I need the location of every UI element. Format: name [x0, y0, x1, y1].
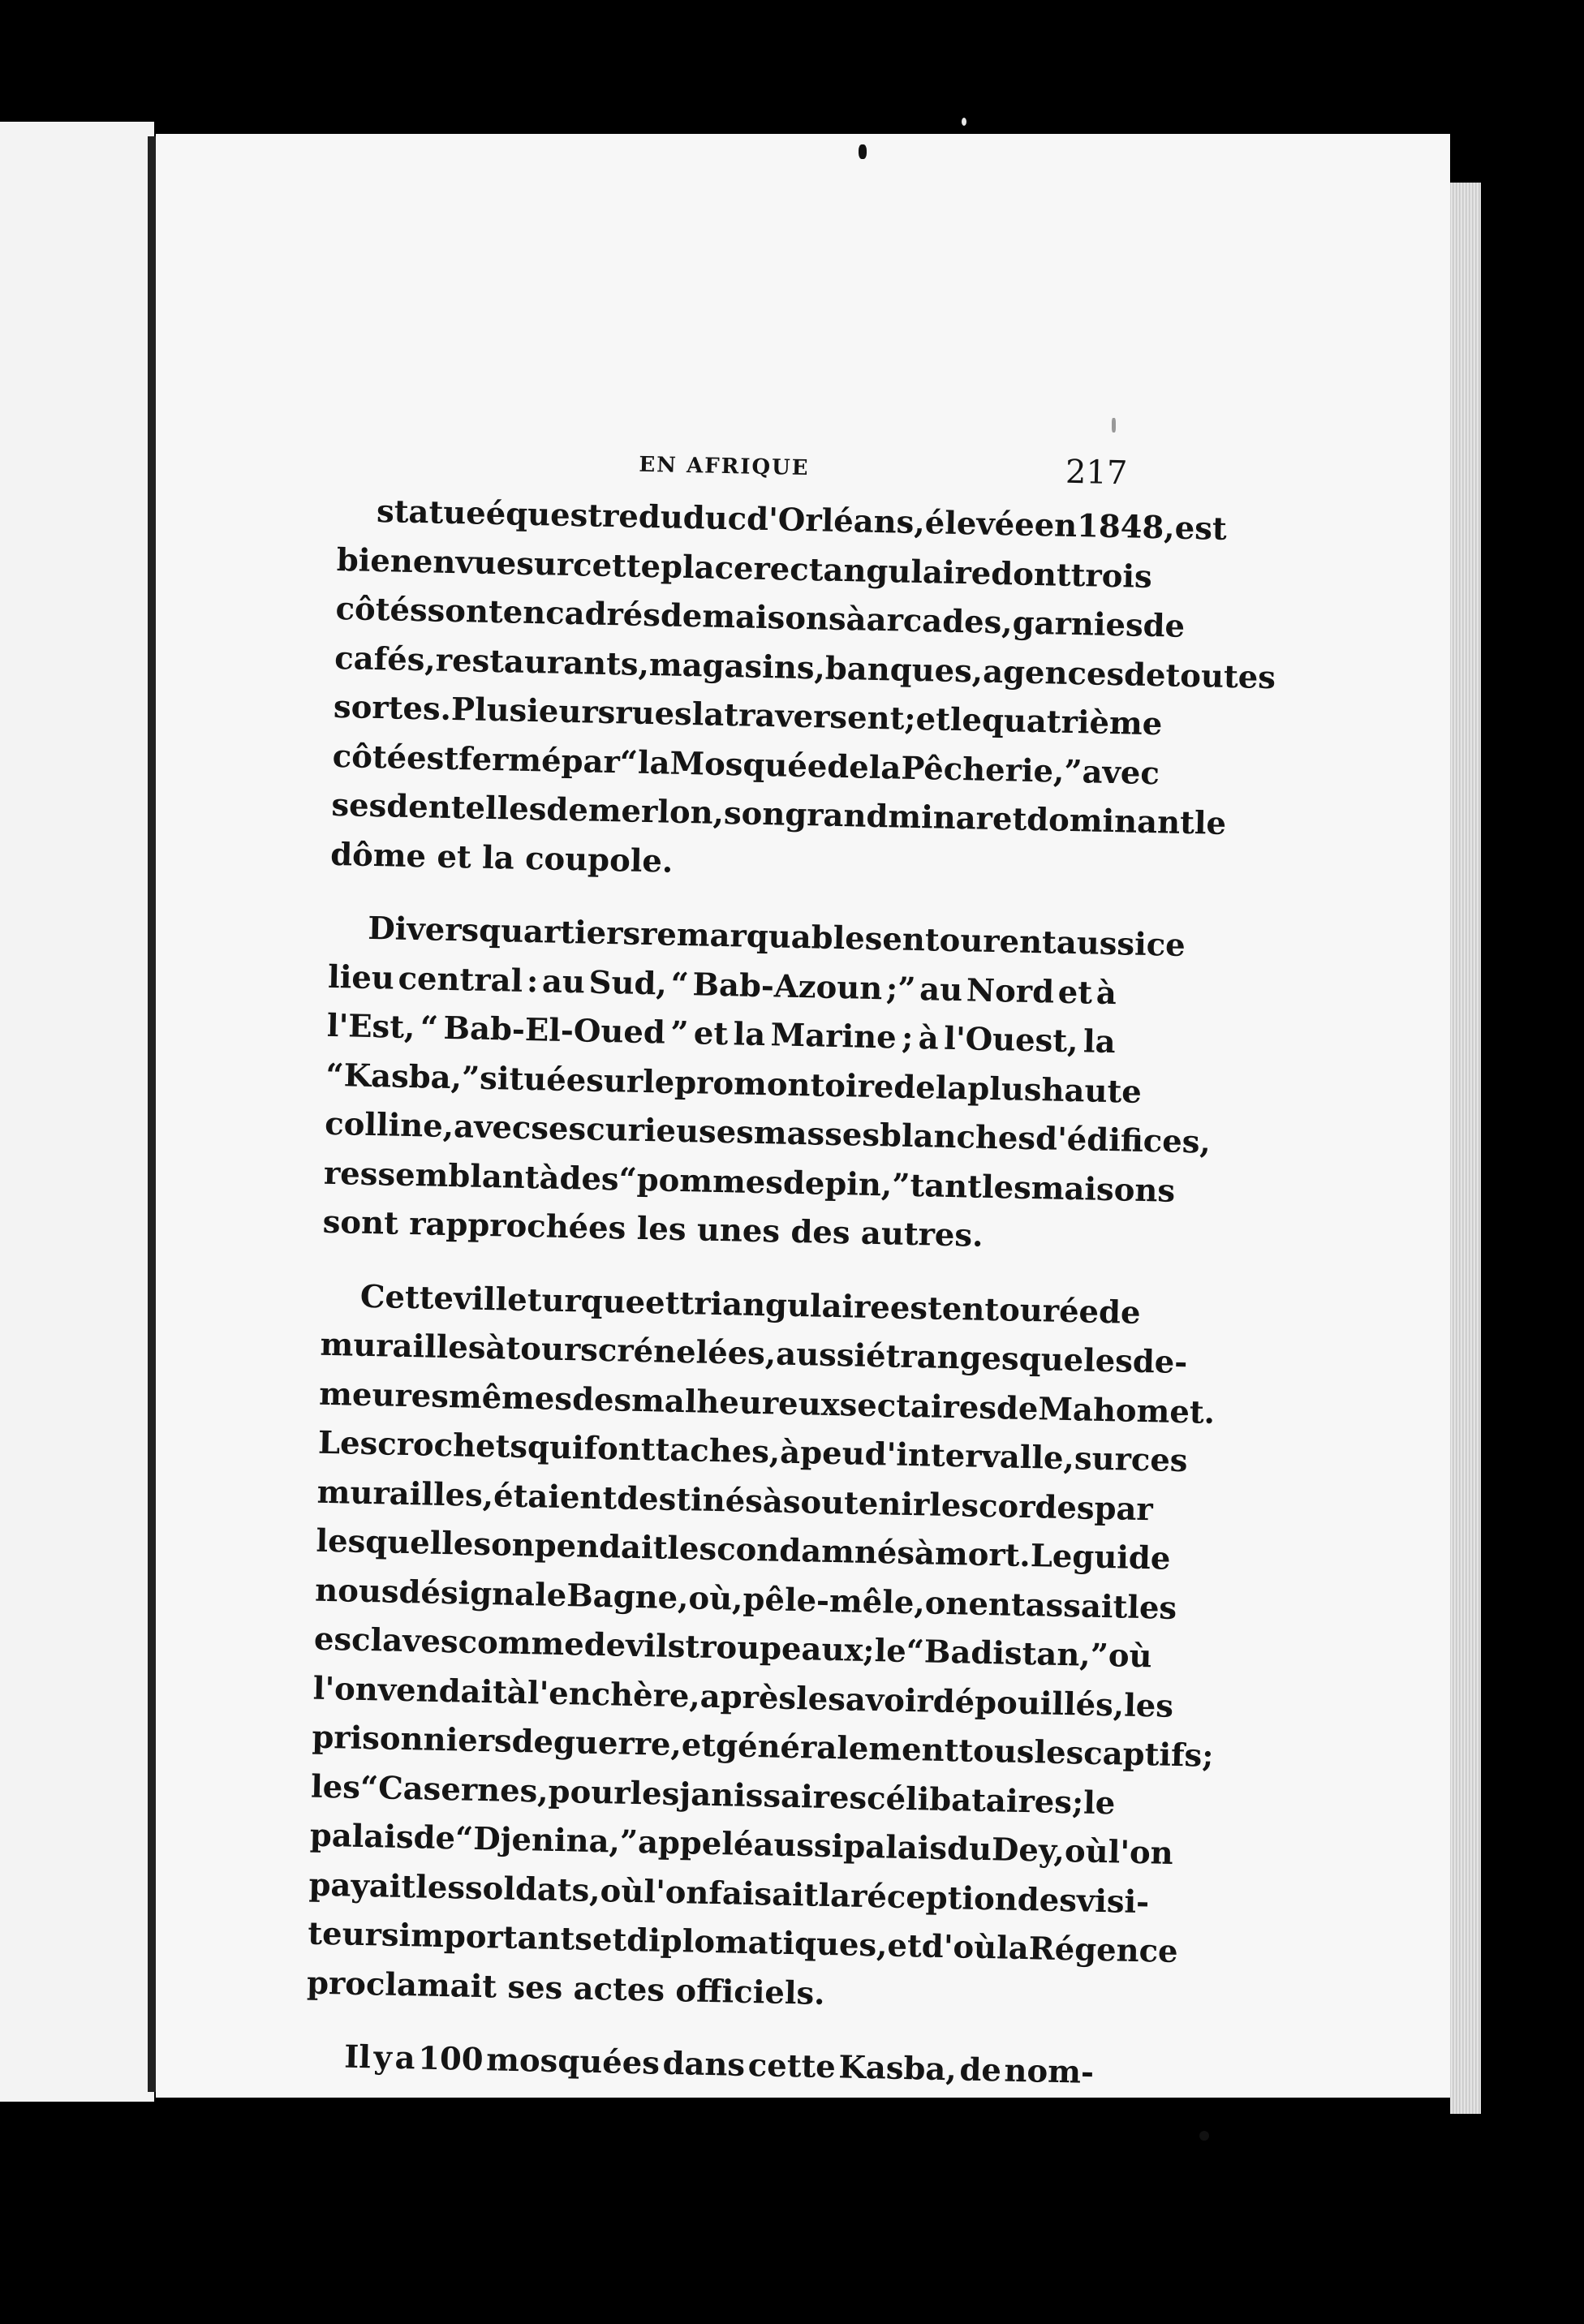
text-line: prisonniers de guerre, et généralement tous les captifs ; — [311, 1719, 1214, 1775]
text-line: les “ Casernes, pour les janissaires célibataires ; le — [310, 1768, 1116, 1822]
running-title: EN AFRIQUE — [639, 452, 810, 481]
text-line: Les crochets qui font taches, à peu d'intervalle, sur ces — [317, 1424, 1188, 1480]
text-line: statue équestre du duc d'Orléans, élevée en 1848, est — [376, 493, 1228, 548]
scan-speck — [1199, 2131, 1209, 2141]
text-line: lesquelles on pendait les condamnés à mort. Le guide — [316, 1522, 1171, 1577]
paragraph — [329, 487, 1276, 896]
text-line: bien en vue sur cette place rectangulaire dont trois — [336, 541, 1153, 596]
text-line: “ Kasba,” située sur le promontoire de la plus haute — [325, 1057, 1143, 1111]
text-line: proclamait ses actes officiels. — [306, 1965, 826, 2012]
text-line: nous désigna le Bagne, où, pêle-mêle, on entassait les — [314, 1572, 1177, 1627]
text-line: côté est fermé par “ la Mosquée de la Pêcherie,” avec — [332, 738, 1160, 792]
text-line: cafés, restaurants, magasins, banques, agences de toutes — [334, 639, 1276, 696]
text-line: sont rapprochées les unes des autres. — [322, 1203, 984, 1255]
text-line: sortes. Plusieurs rues la traversent ; et le quatrième — [333, 688, 1163, 743]
text-line: payait les soldats, où l'on faisait la réception des visi- — [308, 1866, 1150, 1921]
scan-speck — [1112, 418, 1116, 433]
text-line: teurs importants et diplomatiques, et d'où la Régence — [307, 1915, 1179, 1971]
text-line: colline, avec ses curieuses masses blanches d'édifices, — [324, 1105, 1212, 1161]
body-text — [305, 487, 1276, 2098]
text-line: murailles, étaient destinés à soutenir les cordes par — [316, 1474, 1154, 1528]
paragraph — [306, 1272, 1216, 2025]
text-line: murailles à tours crénelées, aussi étranges que les de- — [320, 1326, 1188, 1382]
text-line: Il y a 100 mosquées dans cette Kasba, de nom- — [343, 2038, 1095, 2091]
text-line: dôme et la coupole. — [329, 836, 674, 880]
text-line: l'Est, “ Bab-El-Oued ” et la Marine ; à l'Ouest, la — [326, 1007, 1117, 1061]
text-line: lieu central : au Sud, “ Bab-Azoun ;” au Nord et à — [327, 958, 1117, 1012]
text-line: l'on vendait à l'enchère, après les avoir dépouillés, les — [312, 1670, 1174, 1725]
text-line: ressemblant à des “ pommes de pin,” tant les maisons — [323, 1155, 1176, 1210]
text-line: esclaves comme de vils troupeaux ; le “ Badistan,” où — [313, 1620, 1152, 1676]
left-page-edge — [0, 122, 154, 2102]
text-line: meures mêmes des malheureux sectaires de Mahomet. — [318, 1375, 1216, 1431]
text-line: palais de “ Djenina,” appelé aussi palais du Dey, où l'on — [309, 1817, 1174, 1872]
page-stack-edge — [1450, 183, 1481, 2114]
paragraph — [322, 904, 1212, 1264]
page-number: 217 — [1065, 453, 1128, 493]
text-line: Divers quartiers remarquables entourent aussi ce — [367, 910, 1186, 964]
page-text — [305, 438, 1276, 2098]
text-line: Cette ville turque et triangulaire est entourée de — [359, 1278, 1141, 1332]
text-line: ses dentelles de merlon, son grand minaret dominant le — [331, 786, 1227, 842]
scan-speck — [962, 118, 966, 126]
book-gutter — [148, 136, 156, 2092]
scan-speck — [859, 144, 867, 159]
text-line: côtés sont encadrés de maisons à arcades, garnies de — [335, 590, 1186, 645]
